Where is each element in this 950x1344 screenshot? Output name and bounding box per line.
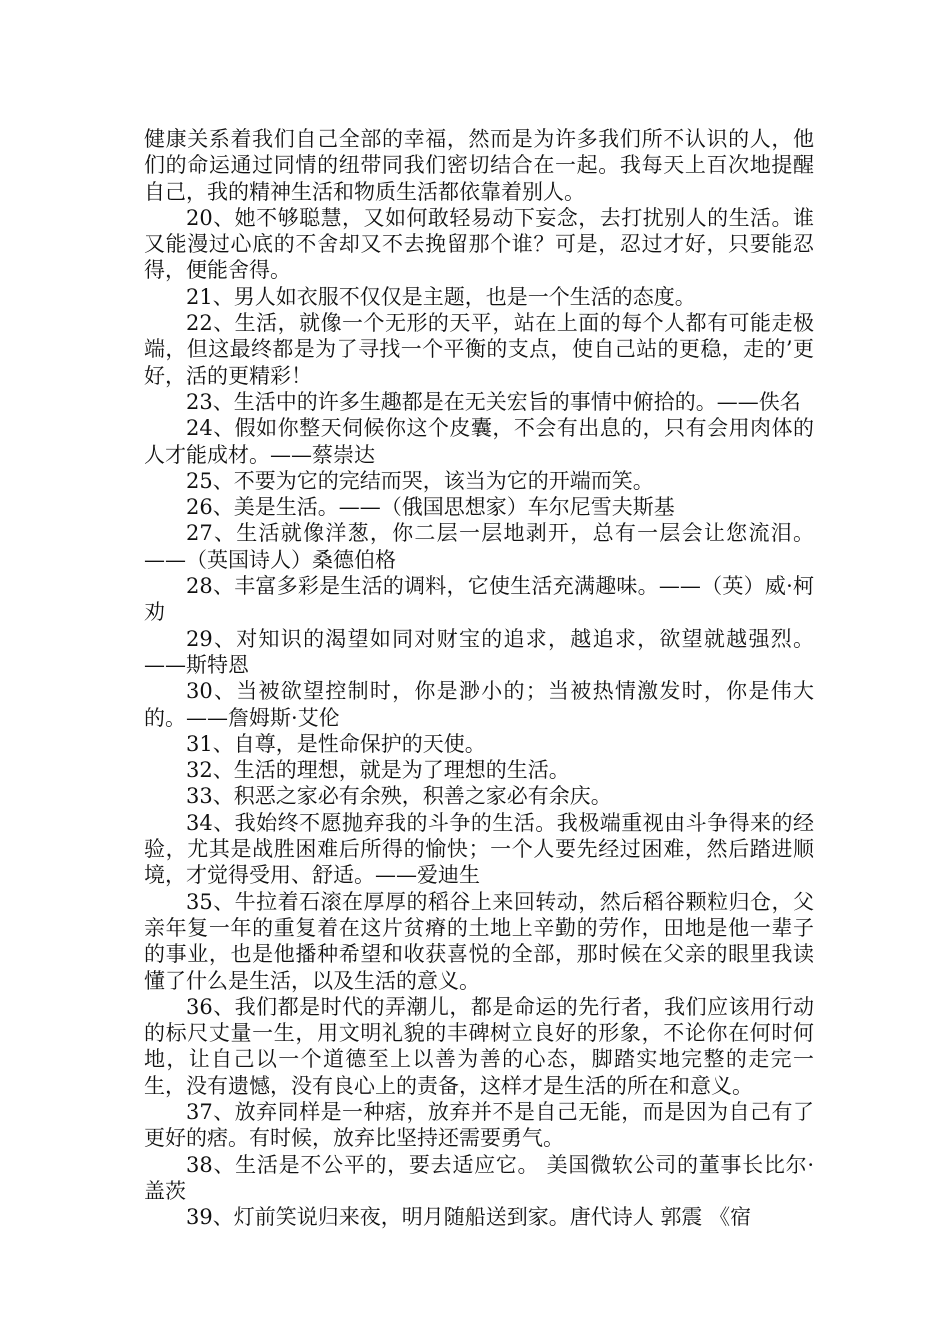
paragraph-34: 34、我始终不愿抛弃我的斗争的生活。我极端重视由斗争得来的经验，尤其是战胜困难后所得的愉快；一个人要先经过困难，然后踏进顺境，才觉得受用、舒适。——爱迪生 [144, 810, 814, 888]
paragraph-21: 21、男人如衣服不仅仅是主题，也是一个生活的态度。 [186, 284, 696, 309]
paragraph-20: 20、她不够聪慧，又如何敢轻易动下妄念，去打扰别人的生活。谁又能漫过心底的不舍却又不去挽留那个谁？可是，忍过才好，只要能忍得，便能舍得。 [144, 205, 814, 283]
paragraph-23: 23、生活中的许多生趣都是在无关宏旨的事情中俯拾的。——佚名 [186, 389, 801, 414]
paragraph-28: 28、丰富多彩是生活的调料，它使生活充满趣味。——（英）威·柯劝 [144, 574, 814, 625]
paragraph-38: 38、生活是不公平的，要去适应它。 美国微软公司的董事长比尔·盖茨 [144, 1152, 814, 1203]
paragraph-24: 24、假如你整天伺候你这个皮囊，不会有出息的，只有会用肉体的人才能成材。——蔡崇达 [144, 416, 814, 467]
paragraph-22: 22、生活，就像一个无形的天平，站在上面的每个人都有可能走极端，但这最终都是为了寻找一个平衡的支点，使自己站的更稳，走的’更好，活的更精彩！ [144, 311, 814, 388]
paragraph-39: 39、灯前笑说归来夜，明月随船送到家。唐代诗人 郭震 《宿 [186, 1205, 752, 1230]
paragraph-31: 31、自尊，是性命保护的天使。 [186, 731, 486, 756]
paragraph-26: 26、美是生活。——（俄国思想家）车尔尼雪夫斯基 [186, 495, 675, 520]
paragraph-36: 36、我们都是时代的弄潮儿，都是命运的先行者，我们应该用行动的标尺丈量一生，用文明礼貌的丰碑树立良好的形象，不论你在何时何地，让自己以一个道德至上以善为善的心态，脚踏实地完整的走完一生，没有遗憾，没有良心上的责备，这样才是生活的所在和意义。 [144, 994, 814, 1098]
paragraph-37: 37、放弃同样是一种痞，放弃并不是自己无能，而是因为自己有了更好的痞。有时候，放弃比坚持还需要勇气。 [144, 1099, 814, 1151]
paragraph-33: 33、积恶之家必有余殃，积善之家必有余庆。 [186, 784, 612, 809]
paragraph-25: 25、不要为它的完结而哭，该当为它的开端而笑。 [186, 468, 654, 493]
paragraph-30: 30、当被欲望控制时，你是渺小的；当被热情激发时，你是伟大的。——詹姆斯·艾伦 [144, 679, 814, 730]
paragraph-continued: 健康关系着我们自己全部的幸福，然而是为许多我们所不认识的人，他们的命运通过同情的纽带同我们密切结合在一起。我每天上百次地提醒自己，我的精神生活和物质生活都依靠着别人。 [144, 127, 814, 204]
paragraph-29: 29、对知识的渴望如同对财宝的追求，越追求，欲望就越强烈。——斯特恩 [144, 626, 814, 677]
paragraph-35: 35、牛拉着石滚在厚厚的稻谷上来回转动，然后稻谷颗粒归仓，父亲年复一年的重复着在这片贫瘠的土地上辛勤的劳作，田地是他一辈子的事业，也是他播种希望和收获喜悦的全部，那时候在父亲的眼里我读懂了什么是生活，以及生活的意义。 [144, 889, 814, 993]
paragraph-32: 32、生活的理想，就是为了理想的生活。 [186, 758, 570, 783]
document-body [144, 126, 814, 1230]
paragraph-27: 27、生活就像洋葱，你二层一层地剥开，总有一层会让您流泪。——（英国诗人）桑德伯格 [144, 521, 814, 572]
